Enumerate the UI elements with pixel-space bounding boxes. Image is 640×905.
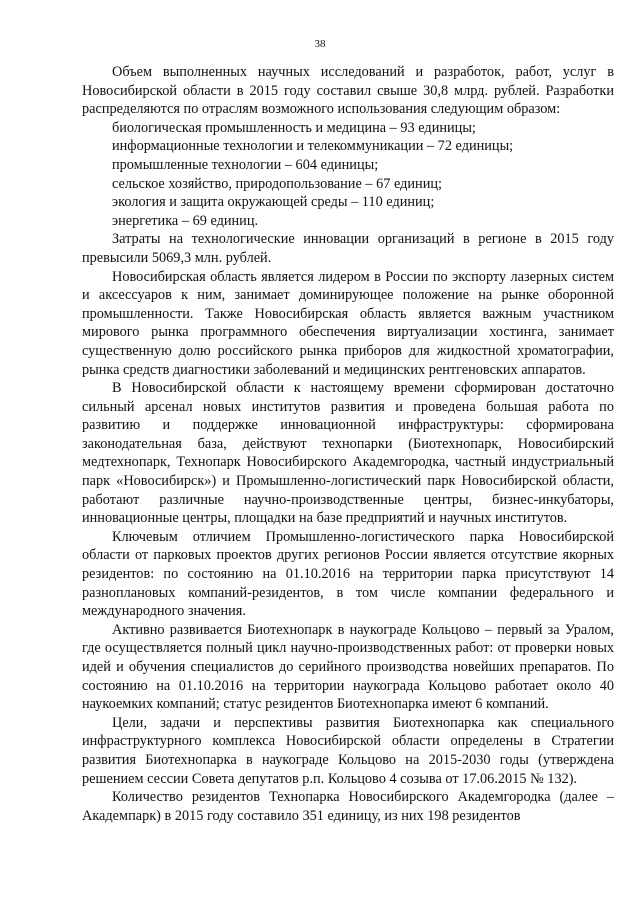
paragraph-research-volume: Объем выполненных научных исследований и разработок, работ, услуг в Новосибирской области в 2015 году составил свыше 30,8 млрд. рублей. Разработки распределяются по отраслям возможного использования следующим образом: — [82, 64, 614, 118]
list-item: информационные технологии и телекоммуникации – 72 единицы; — [112, 138, 514, 155]
paragraph-innovation-costs: Затраты на технологические инновации организаций в регионе в 2015 году превысили 5069,3 млн. рублей. — [82, 231, 614, 266]
document-body — [82, 63, 614, 825]
paragraph-logistics-park: Ключевым отличием Промышленно-логистического парка Новосибирской области от парковых проектов других регионов России является отсутствие якорных резидентов: по состоянию на 01.10.2016 на территории парка присутствуют 14 разноплановых компаний-резидентов, в том числе компании федерального и международного значения. — [82, 528, 614, 620]
list-item: биологическая промышленность и медицина – 93 единицы; — [112, 119, 476, 136]
list-item: сельское хозяйство, природопользование – 67 единиц; — [112, 175, 442, 192]
list-item: энергетика – 69 единиц. — [112, 212, 259, 229]
list-item: промышленные технологии – 604 единицы; — [112, 156, 379, 173]
paragraph-export-leadership: Новосибирская область является лидером в России по экспорту лазерных систем и аксессуаров к ним, занимает доминирующее положение на рынке оборонной промышленности. Также Новосибирская область является важным участником мирового рынка программного обеспечения виртуализации хостинга, занимает существенную долю российского рынка приборов для жидкостной хроматографии, рынка средств диагностики заболеваний и медицинских рентгеновских аппаратов. — [82, 268, 614, 378]
industry-distribution-list — [82, 119, 614, 231]
paragraph-akadempark-residents: Количество резидентов Технопарка Новосибирского Академгородка (далее – Академпарк) в 2015 году составило 351 единицу, из них 198 резидентов — [82, 789, 614, 824]
paragraph-biotechnopark-strategy: Цели, задачи и перспективы развития Биотехнопарка как специального инфраструктурного комплекса Новосибирской области определены в Стратегии развития Биотехнопарка в наукограде Кольцово на 2015-2030 годы (утверждена решением сессии Совета депутатов р.п. Кольцово 4 созыва от 17.06.2015 № 132). — [82, 714, 614, 787]
paragraph-development-institutions: В Новосибирской области к настоящему времени сформирован достаточно сильный арсенал новых институтов развития и проведена большая работа по развитию и поддержке инновационной инфраструктуры: сформирована законодательная база, действуют технопарки (Биотехнопарк, Новосибирский медтехнопарк, Технопарк Новосибирского Академгородка, частный индустриальный парк «Новосибирск») и Промышленно-логистический парк Новосибирской области, работают различные научно-производственные центры, бизнес-инкубаторы, инновационные центры, площадки на базе предприятий и научных институтов. — [82, 380, 614, 527]
page-number: 38 — [314, 38, 326, 50]
paragraph-biotechnopark: Активно развивается Биотехнопарк в наукограде Кольцово – первый за Уралом, где осуществляется полный цикл научно-производственных работ: от проверки новых идей и обучения специалистов до серийного производства новейших препаратов. По состоянию на 01.10.2016 на территории наукограда Кольцово работает около 40 наукоемких компаний; статус резидентов Биотехнопарка имеют 6 компаний. — [82, 621, 614, 713]
list-item: экология и защита окружающей среды – 110 единиц; — [112, 194, 435, 211]
